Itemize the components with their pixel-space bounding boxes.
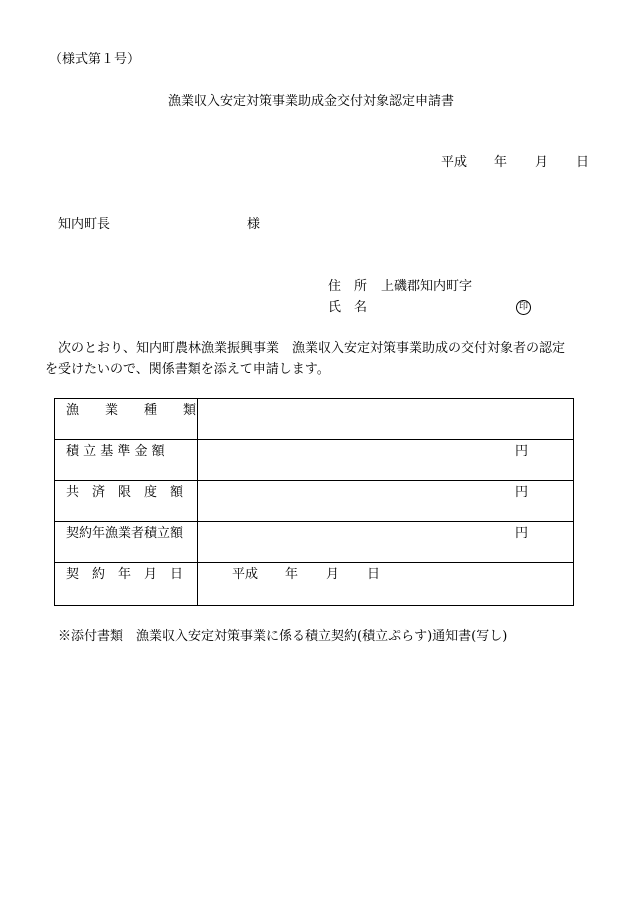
body-text-line-1: 次のとおり、知内町農林漁業振興事業 漁業収入安定対策事業助成の交付対象者の認定 [58,341,566,356]
address-label: 住 所 [328,279,368,294]
table-row-fisher-reserve-amount [55,522,573,563]
row-value-reserve-base-amount[interactable]: 円 [515,444,529,459]
date-month: 月 [535,155,549,170]
row-label-fishery-type: 漁 業 種 類 [66,403,197,418]
contract-date-day: 日 [367,567,381,582]
contract-date-year: 年 [285,567,299,582]
table-row-reserve-base-amount [55,440,573,481]
date-year: 年 [494,155,508,170]
row-label-contract-date: 契 約 年 月 日 [66,567,184,582]
row-label-mutual-aid-limit: 共 済 限 度 額 [66,485,184,500]
seal-mark-icon: 印 [516,300,531,315]
row-value-mutual-aid-limit[interactable]: 円 [515,485,529,500]
body-text-line-2: を受けたいので、関係書類を添えて申請します。 [45,362,330,377]
addressee-name: 知内町長 [58,217,111,232]
details-table [54,398,574,606]
contract-date-month: 月 [326,567,340,582]
document-title: 漁業収入安定対策事業助成金交付対象認定申請書 [168,94,455,109]
row-label-reserve-base-amount: 積 立 基 準 金 額 [66,444,165,459]
date-day: 日 [576,155,590,170]
addressee-honorific: 様 [247,217,261,232]
contract-date-era: 平成 [232,567,259,582]
row-value-fisher-reserve-amount[interactable]: 円 [515,526,529,541]
address-value: 上磯郡知内町字 [381,279,473,294]
form-number: （様式第１号） [49,52,141,67]
table-row-fishery-type [55,399,573,440]
table-row-mutual-aid-limit [55,481,573,522]
row-label-fisher-reserve-amount: 契約年漁業者積立額 [66,526,184,541]
attachment-note: ※添付書類 漁業収入安定対策事業に係る積立契約(積立ぷらす)通知書(写し) [58,629,508,644]
name-label: 氏 名 [328,300,368,315]
date-era: 平成 [441,155,468,170]
table-row-contract-date [55,563,573,605]
